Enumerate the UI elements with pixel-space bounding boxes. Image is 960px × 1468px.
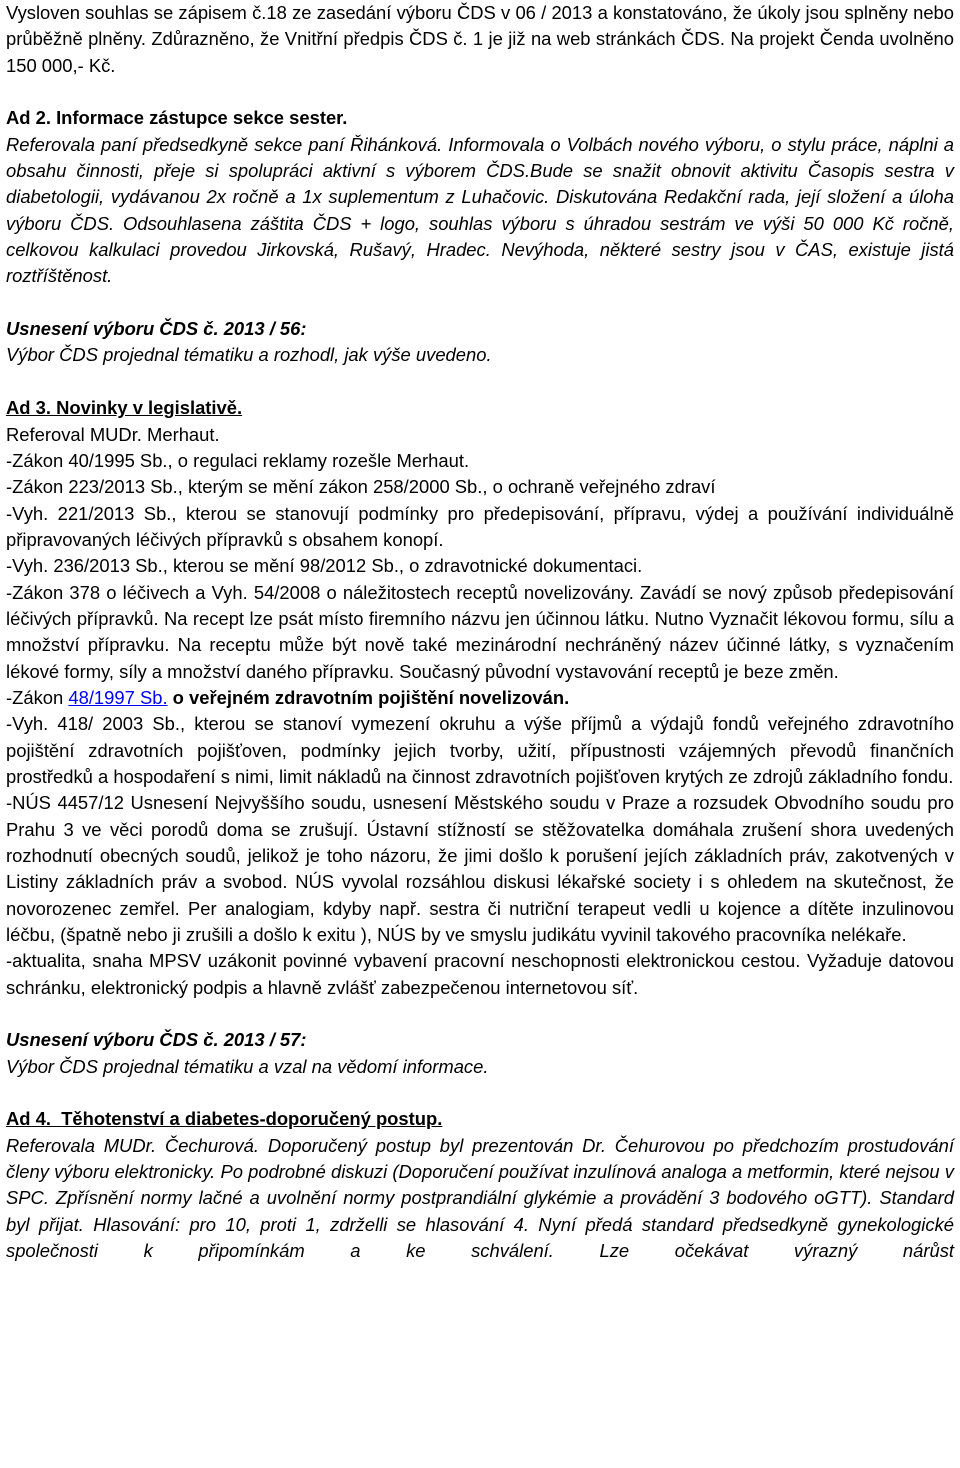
law-item-6-prefix: -Zákon: [6, 686, 69, 708]
ad2-heading: Ad 2. Informace zástupce sekce sester.: [6, 107, 348, 129]
law-item-9: -aktualita, snaha MPSV uzákonit povinné vybavení pracovní neschopnosti elektronickou cestou. Vyžaduje datovou schránku, elektronický podpis a hlavně zvlášť zabezpečenou internetovou síť.: [6, 950, 954, 998]
law-item-4: -Vyh. 236/2013 Sb., kterou se mění 98/2012 Sb., o zdravotnické dokumentaci.: [6, 555, 643, 577]
law-item-3: -Vyh. 221/2013 Sb., kterou se stanovují podmínky pro předepisování, přípravu, výdej a používání individuálně připravovaných léčivých přípravků s obsahem konopí.: [6, 502, 954, 550]
resolution-57-text: Výbor ČDS projednal tématiku a vzal na vědomí informace.: [6, 1055, 489, 1077]
spacer: [6, 1001, 954, 1027]
ad3-heading: Ad 3. Novinky v legislativě.: [6, 397, 243, 419]
law-item-7: -Vyh. 418/ 2003 Sb., kterou se stanoví vymezení okruhu a výše příjmů a výdajů fondů veřejného zdravotního pojištění zdravotních pojišťoven, podmínky jejich tvorby, užití, přípustnosti vzájemných převodů finančních prostředků a hospodaření s nimi, limit nákladů na činnost zdravotních pojišťoven krytých ze zdrojů základního fondu.: [6, 713, 954, 787]
law-item-5: -Zákon 378 o léčivech a Vyh. 54/2008 o náležitostech receptů novelizovány. Zavádí se nový způsob předepisování léčivých přípravků. Na recept lze psát místo firemního názvu jen účinnou látku. Nutno Vyznačit lékovou formu, sílu a množství přípravku. Na receptu může být nově také mezinárodní nechráněný název účinné látky, s vyznačením lékové formy, síly a množství daného přípravku. Současný původní vystavování receptů je beze změn.: [6, 581, 954, 682]
resolution-56-text: Výbor ČDS projednal tématiku a rozhodl, jak výše uvedeno.: [6, 344, 492, 366]
spacer: [6, 369, 954, 395]
ad4-heading-number: Ad 4.: [6, 1108, 51, 1130]
spacer: [6, 1080, 954, 1106]
resolution-57-heading: Usnesení výboru ČDS č. 2013 / 57:: [6, 1029, 307, 1051]
spacer: [6, 79, 954, 105]
law-item-6-bold: o veřejném zdravotním pojištění novelizován.: [167, 686, 570, 708]
ad3-referent: Referoval MUDr. Merhaut.: [6, 423, 220, 445]
ad4-heading: [6, 1106, 954, 1132]
ad4-paragraph: Referovala MUDr. Čechurová. Doporučený postup byl prezentován Dr. Čehurovou po předchozím prostudování členy výboru elektronicky. Po podrobné diskuzi (Doporučení používat inzulínová analoga a metformin, které nejsou v SPC. Zpřísnění normy lačné a uvolnění normy postprandiální glykémie a provádění 3 bodového oGTT). Standard byl přijat. Hlasování: pro 10, proti 1, zdrželli se hlasování 4. Nyní předá standard předsedkyně gynekologické společnosti k připomínkám a ke schválení. Lze očekávat výrazný nárůst: [6, 1134, 954, 1262]
intro-paragraph: Vysloven souhlas se zápisem č.18 ze zasedání výboru ČDS v 06 / 2013 a konstatováno, že úkoly jsou splněny nebo průběžně plněny. Zdůrazněno, že Vnitřní předpis ČDS č. 1 je již na web stránkách ČDS. Na projekt Čenda uvolněno 150 000,- Kč.: [6, 2, 954, 76]
ad2-paragraph: Referovala paní předsedkyně sekce paní Řihánková. Informovala o Volbách nového výboru, o stylu práce, náplni a obsahu činnosti, přeje si spolupráci aktivní s výborem ČDS.Bude se snažit obnovit aktivitu Časopis sestra v diabetologii, vydávanou 2x ročně a 1x suplementum z Luhačovic. Diskutována Redakční rada, její složení a úloha výboru ČDS. Odsouhlasena záštita ČDS + logo, souhlas výboru s úhradou sestrám ve výši 50 000 Kč ročně, celkovou kalkulaci provedou Jirkovská, Rušavý, Hradec. Nevýhoda, některé sestry jsou v ČAS, existuje jistá roztříštěnost.: [6, 133, 954, 287]
spacer: [6, 290, 954, 316]
ad4-heading-title: Těhotenství a diabetes-doporučený postup.: [61, 1108, 443, 1130]
law-item-1: -Zákon 40/1995 Sb., o regulaci reklamy rozešle Merhaut.: [6, 449, 470, 471]
law-item-6: [6, 685, 954, 711]
law-item-2: -Zákon 223/2013 Sb., kterým se mění zákon 258/2000 Sb., o ochraně veřejného zdraví: [6, 476, 716, 498]
law-48-1997-link[interactable]: 48/1997 Sb.: [68, 686, 168, 708]
resolution-56-heading: Usnesení výboru ČDS č. 2013 / 56:: [6, 318, 307, 340]
law-item-8: -NÚS 4457/12 Usnesení Nejvyššího soudu, usnesení Městského soudu v Praze a rozsudek Obvodního soudu pro Prahu 3 ve věci porodů doma se zrušují. Ústavní stížností se stěžovatelka domáhala zrušení shora uvedených rozhodnutí obecných soudů, jelikož je toho názoru, že jimi došlo k porušení jejích základních práv, zakotvených v Listiny základních práv a svobod. NÚS vyvolal rozsáhlou diskusi lékařské society i s ohledem na skutečnost, že novorozenec zemřel. Per analogiam, kdyby např. sestra či nutriční terapeut vedli u kojence a dítěte inzulinovou léčbu, (špatně nebo ji zrušili a došlo k exitu ), NÚS by ve smyslu judikátu vyvinil takového pracovníka nelékaře.: [6, 792, 954, 946]
